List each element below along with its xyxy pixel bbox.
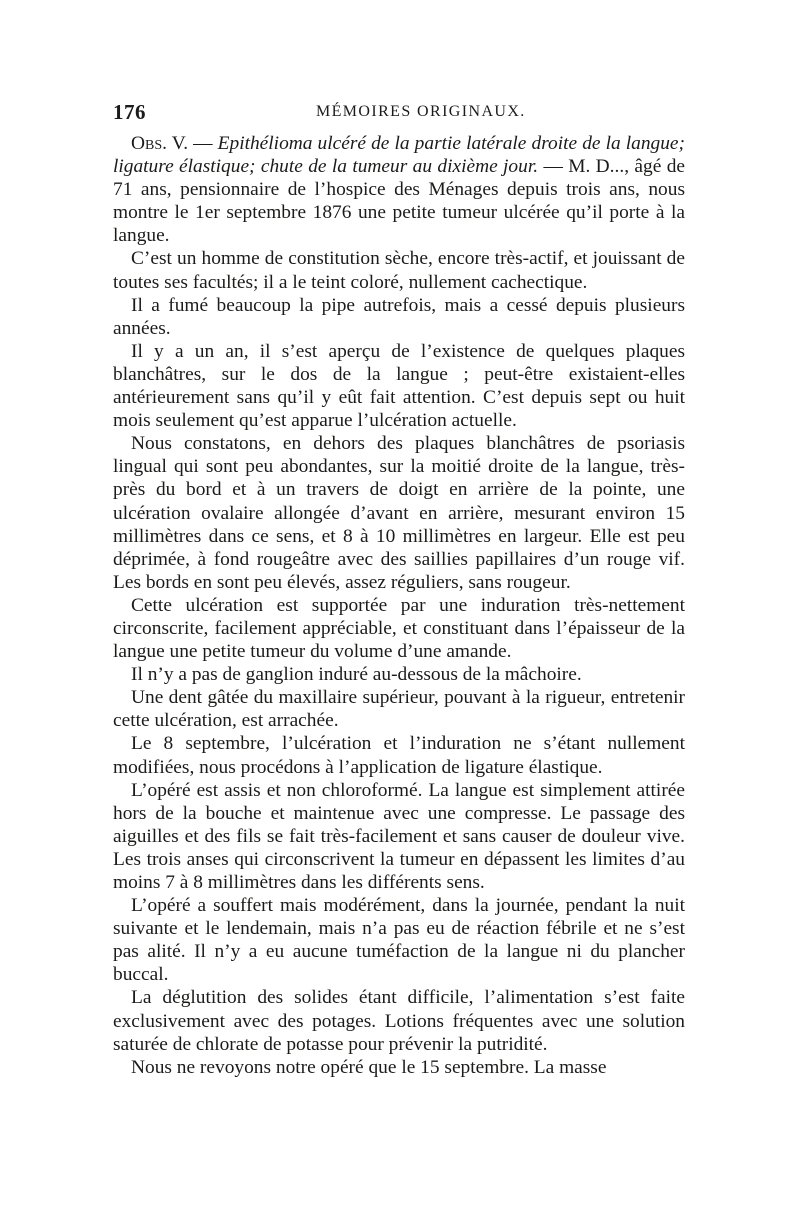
paragraph: L’opéré est assis et non chloroformé. La langue est simplement attirée hors de la bouche et maintenue avec une compresse. Le passage des aiguilles et des fils se fait très-facilement et sans causer de douleur vive. Les trois anses qui circonscrivent la tumeur en dépassent les limites d’au moins 7 à 8 millimètres dans les différents sens. bbox=[113, 779, 685, 893]
paragraph: Le 8 septembre, l’ulcération et l’induration ne s’étant nullement modifiées, nous procédons à l’application de ligature élastique. bbox=[113, 733, 685, 778]
observation-paragraph bbox=[113, 132, 685, 247]
observation-intro: — M. D..., âgé de 71 ans, pensionnaire de l’hospice des Ménages depuis trois ans, nous montre le 1er septembre 1876 une petite tumeur ulcérée qu’il porte à la langue. bbox=[113, 156, 685, 247]
page-number: 176 bbox=[113, 100, 146, 124]
paragraph: Une dent gâtée du maxillaire supérieur, pouvant à la rigueur, entretenir cette ulcération, est arrachée. bbox=[113, 687, 685, 732]
running-header bbox=[113, 100, 693, 128]
paragraph: Nous ne revoyons notre opéré que le 15 septembre. La masse bbox=[131, 1056, 607, 1078]
observation-title: Epithélioma ulcéré de la partie latérale droite de la langue; ligature élastique; chute de la tumeur au dixième jour. bbox=[113, 133, 686, 178]
paragraph: C’est un homme de constitution sèche, encore très-actif, et jouissant de toutes ses facultés; il a le teint coloré, nullement cachectique. bbox=[113, 248, 685, 293]
paragraph: Nous constatons, en dehors des plaques blanchâtres de psoriasis lingual qui sont peu abondantes, sur la moitié droite de la langue, très-près du bord et à un travers de doigt en arrière de la pointe, une ulcération ovalaire allongée d’avant en arrière, mesurant environ 15 millimètres dans ce sens, et 8 à 10 millimètres en largeur. Elle est peu déprimée, à fond rougeâtre avec des saillies papillaires d’un rouge vif. Les bords en sont peu élevés, assez réguliers, sans rougeur. bbox=[113, 433, 685, 593]
paragraph: L’opéré a souffert mais modérément, dans la journée, pendant la nuit suivante et le lendemain, mais n’a pas eu de réaction fébrile et ne s’est pas alité. Il n’y a eu aucune tuméfaction de la langue ni du plancher buccal. bbox=[113, 895, 685, 986]
observation-label: Obs. V. — bbox=[131, 133, 213, 154]
paragraph: La déglutition des solides étant difficile, l’alimentation s’est faite exclusivement avec des potages. Lotions fréquentes avec une solution saturée de chlorate de potasse pour prévenir la putridité. bbox=[113, 987, 685, 1055]
running-title: MÉMOIRES ORIGINAUX. bbox=[316, 103, 526, 120]
body-text bbox=[113, 132, 685, 1079]
paragraph: Cette ulcération est supportée par une induration très-nettement circonscrite, facilement appréciable, et constituant dans l’épaisseur de la langue une petite tumeur du volume d’une amande. bbox=[113, 594, 685, 663]
paragraph: Il y a un an, il s’est aperçu de l’existence de quelques plaques blanchâtres, sur le dos de la langue ; peut-être existaient-elles antérieurement sans qu’il y eût fait attention. C’est depuis sept ou huit mois seulement qu’est apparue l’ulcération actuelle. bbox=[113, 340, 685, 432]
paragraph: Il n’y a pas de ganglion induré au-dessous de la mâchoire. bbox=[131, 664, 582, 686]
paragraph: Il a fumé beaucoup la pipe autrefois, mais a cessé depuis plusieurs années. bbox=[113, 294, 685, 339]
